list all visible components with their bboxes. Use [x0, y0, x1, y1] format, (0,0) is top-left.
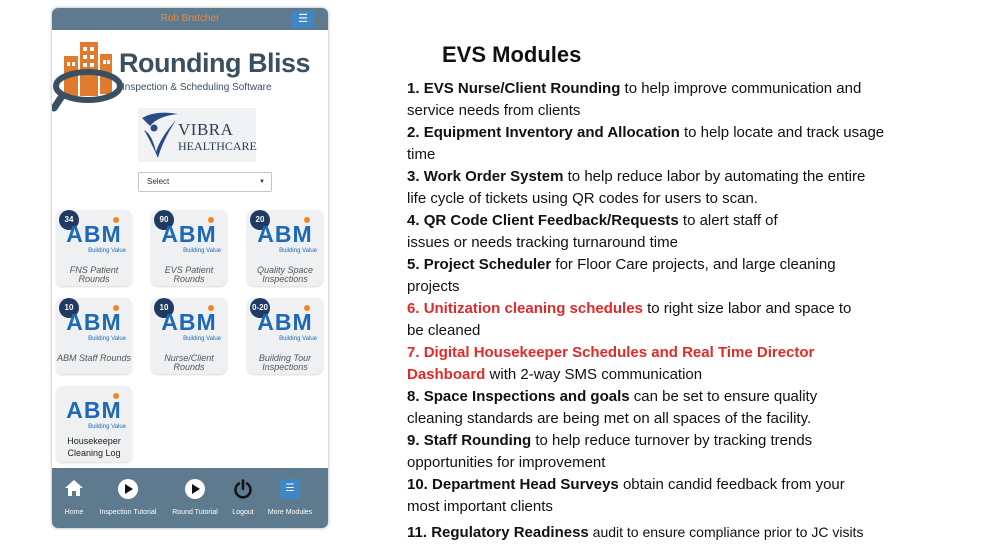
home-icon — [64, 479, 84, 497]
nav-label: Inspection Tutorial — [99, 509, 157, 516]
nav-label: Home — [64, 509, 84, 516]
module-highlight: Work Order System — [423, 168, 564, 185]
module-item — [407, 122, 887, 166]
building-magnifier-icon — [52, 38, 124, 116]
tile-badge: 90 — [154, 210, 174, 230]
module-number: 7. — [407, 344, 420, 361]
power-icon — [233, 479, 253, 499]
module-description: with 2-way SMS communication — [485, 366, 703, 383]
client-name: VIBRA — [178, 120, 234, 139]
module-item — [407, 386, 867, 430]
module-item — [407, 166, 877, 210]
module-description: to help reduce turnover by tracking trends opportunities for improvement — [407, 432, 813, 471]
tile-brand: ABM — [161, 309, 217, 335]
tile-tagline: Building Value — [279, 248, 317, 254]
nav-inspection-tutorial[interactable] — [99, 468, 157, 528]
tile-brand: ABM — [66, 397, 122, 423]
tile-badge: 10 — [59, 298, 79, 318]
module-highlight: Unitization cleaning schedules — [423, 300, 643, 317]
module-highlight: Space Inspections and goals — [423, 388, 630, 405]
tile-brand: ABM — [66, 221, 122, 247]
module-highlight: Department Head Surveys — [432, 476, 619, 493]
module-description: to help reduce labor by automating the entire life cycle of tickets using QR codes for users to scan. — [407, 168, 866, 207]
tile-brand: ABM — [257, 221, 313, 247]
tile-brand: ABM — [66, 309, 122, 335]
tile-badge: 34 — [59, 210, 79, 230]
module-description: for Floor Care projects, and large cleaning projects — [407, 256, 836, 295]
module-item — [407, 210, 795, 254]
tile-tagline: Building Value — [88, 424, 126, 430]
client-sub: HEALTHCARE — [178, 139, 257, 153]
tile-tagline: Building Value — [88, 336, 126, 342]
module-number: 2. — [407, 124, 420, 141]
module-item — [407, 521, 967, 544]
nav-label: Logout — [232, 509, 254, 516]
module-item — [407, 78, 877, 122]
facility-select-value: Select — [147, 177, 170, 186]
client-logo — [138, 108, 256, 162]
nav-logout[interactable] — [233, 468, 253, 528]
app-header — [52, 8, 328, 30]
module-number: 6. — [407, 300, 420, 317]
module-description: audit to ensure compliance prior to JC visits — [588, 524, 864, 540]
play-icon — [118, 479, 138, 499]
tile-tagline: Building Value — [183, 336, 221, 342]
module-item — [407, 430, 867, 474]
module-tile[interactable] — [247, 210, 323, 286]
tile-tagline: Building Value — [279, 336, 317, 342]
tile-badge: 0-20 — [250, 298, 270, 318]
tile-brand: ABM — [161, 221, 217, 247]
tile-label: Building Tour Inspections — [258, 353, 312, 372]
module-number: 9. — [407, 432, 420, 449]
tile-badge: 10 — [154, 298, 174, 318]
module-number: 11. — [407, 524, 428, 541]
module-number: 10. — [407, 476, 428, 493]
nav-more-modules[interactable] — [267, 468, 313, 528]
phone-mockup — [52, 8, 328, 528]
module-tile[interactable] — [247, 298, 323, 374]
tile-tagline: Building Value — [183, 248, 221, 254]
module-number: 3. — [407, 168, 420, 185]
module-tile[interactable] — [151, 298, 227, 374]
module-description: to right size labor and space to be cleaned — [407, 300, 852, 339]
module-number: 1. — [407, 80, 420, 97]
module-description: to alert staff of issues or needs tracking turnaround time — [407, 212, 778, 251]
module-highlight: Project Scheduler — [423, 256, 552, 273]
module-number: 4. — [407, 212, 420, 229]
module-item — [407, 298, 872, 342]
app-logo — [52, 34, 328, 114]
module-number: 8. — [407, 388, 420, 405]
tile-label: ABM Staff Rounds — [56, 353, 132, 363]
module-description: obtain candid feedback from your most important clients — [407, 476, 845, 515]
facility-select[interactable] — [138, 172, 272, 192]
tile-label: EVS Patient Rounds — [164, 265, 214, 284]
nav-label: More Modules — [267, 509, 313, 516]
tile-label: Nurse/Client Rounds — [164, 353, 214, 372]
module-highlight: EVS Nurse/Client Rounding — [423, 80, 621, 97]
nav-round-tutorial[interactable] — [172, 468, 218, 528]
tile-label: Quality Space Inspections — [256, 265, 314, 284]
module-item — [407, 254, 882, 298]
module-item — [407, 474, 862, 518]
nav-home[interactable] — [62, 468, 86, 528]
module-highlight: Digital Housekeeper Schedules and Real Time Director Dashboard — [407, 344, 815, 383]
nav-label: Round Tutorial — [172, 509, 218, 516]
module-highlight: QR Code Client Feedback/Requests — [423, 212, 679, 229]
play-icon — [185, 479, 205, 499]
modules-list — [407, 78, 967, 544]
bottom-nav — [52, 468, 328, 528]
module-tile[interactable] — [151, 210, 227, 286]
tile-tagline: Building Value — [88, 248, 126, 254]
module-tile[interactable] — [56, 298, 132, 374]
logo-title: Rounding Bliss — [119, 48, 310, 78]
hamburger-icon[interactable]: ☰ — [292, 11, 314, 28]
modules-title: EVS Modules — [442, 42, 582, 67]
module-highlight: Equipment Inventory and Allocation — [423, 124, 680, 141]
logo-subtitle: Inspection & Scheduling Software — [122, 82, 272, 93]
module-tile[interactable] — [56, 210, 132, 286]
tile-brand: ABM — [257, 309, 313, 335]
user-name: Rob Bratcher — [160, 13, 220, 24]
tile-label: FNS Patient Rounds — [69, 265, 119, 284]
vibra-swoosh-icon — [138, 108, 182, 162]
module-number: 5. — [407, 256, 420, 273]
caret-down-icon: ▼ — [259, 179, 265, 185]
module-highlight: Staff Rounding — [423, 432, 532, 449]
menu-icon: ☰ — [280, 479, 300, 499]
module-tile[interactable] — [56, 386, 132, 462]
module-description: to help improve communication and service needs from clients — [407, 80, 862, 119]
module-item — [407, 342, 847, 386]
tile-badge: 20 — [250, 210, 270, 230]
module-description: can be set to ensure quality cleaning standards are being met on all spaces of the facility. — [407, 388, 818, 427]
tile-label: Housekeeper Cleaning Log — [67, 436, 121, 458]
module-highlight: Regulatory Readiness — [431, 524, 589, 541]
module-description: to help locate and track usage time — [407, 124, 885, 163]
